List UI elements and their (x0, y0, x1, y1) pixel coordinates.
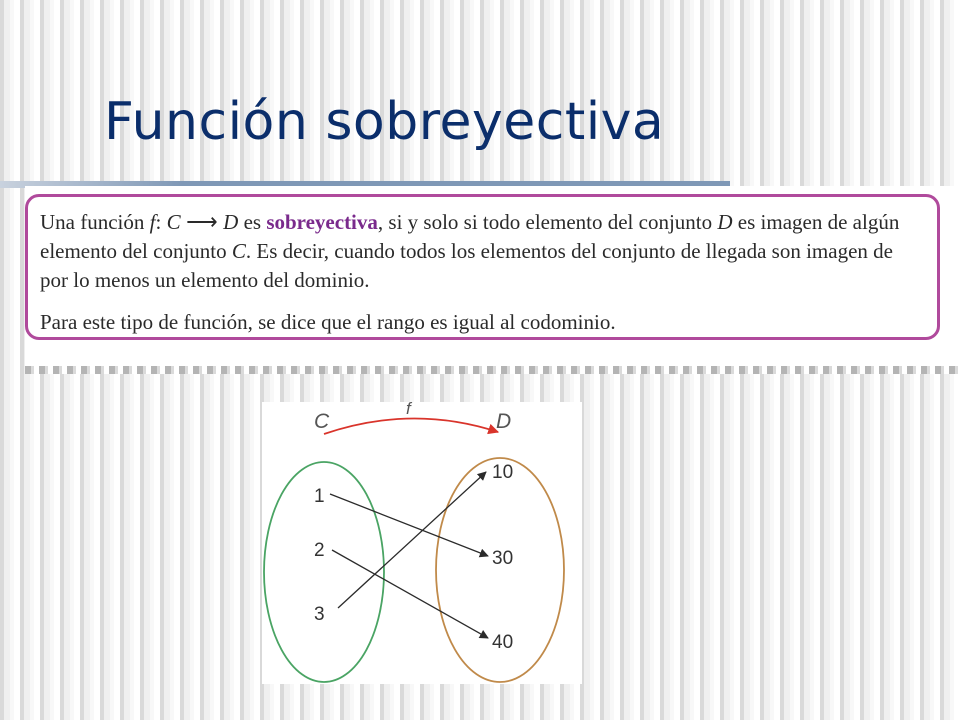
definition-rest-2: es imagen de algún elemento del conjunto (40, 210, 900, 263)
codomain-element-40: 40 (492, 632, 514, 653)
maps-to-arrow: ⟶ (180, 209, 224, 234)
codomain-label: D (496, 410, 512, 433)
domain-symbol-2: C (231, 239, 246, 263)
codomain-element-30: 30 (492, 548, 514, 569)
definition-rest-1: , si y solo si todo elemento del conjunto (377, 210, 718, 234)
domain-element-1: 1 (314, 486, 325, 507)
definition-es: es (238, 210, 267, 234)
mapping-arrow-3-to-10 (338, 472, 486, 608)
definition-note: Para este tipo de función, se dice que el rango es igual al codominio. (40, 310, 616, 334)
domain-element-2: 2 (314, 540, 325, 561)
definition-rest-3: . Es decir, cuando todos los elementos del conjunto de llegada son imagen de por lo menos un elemento del dominio. (40, 239, 893, 292)
function-symbol: f (149, 210, 156, 234)
domain-element-3: 3 (314, 604, 325, 625)
codomain-symbol-2: D (717, 210, 733, 234)
mapping-arrow-1-to-30 (330, 494, 488, 556)
domain-symbol: C (166, 210, 181, 234)
domain-label: C (314, 410, 330, 433)
cropped-text-fragment (25, 366, 960, 374)
mapping-arrow-2-to-40 (332, 550, 488, 638)
slide-title: Función sobreyectiva (104, 92, 665, 152)
definition-text (40, 207, 923, 295)
definition-panel (25, 186, 960, 374)
definition-term: sobreyectiva (266, 210, 378, 234)
function-label: f (406, 402, 411, 418)
definition-box (25, 194, 940, 340)
codomain-symbol: D (223, 210, 239, 234)
definition-colon: : (155, 210, 167, 234)
diagram-svg (262, 402, 582, 684)
codomain-element-10: 10 (492, 462, 514, 483)
function-diagram (262, 402, 582, 684)
function-arrow (324, 418, 498, 434)
definition-intro: Una función (40, 210, 150, 234)
